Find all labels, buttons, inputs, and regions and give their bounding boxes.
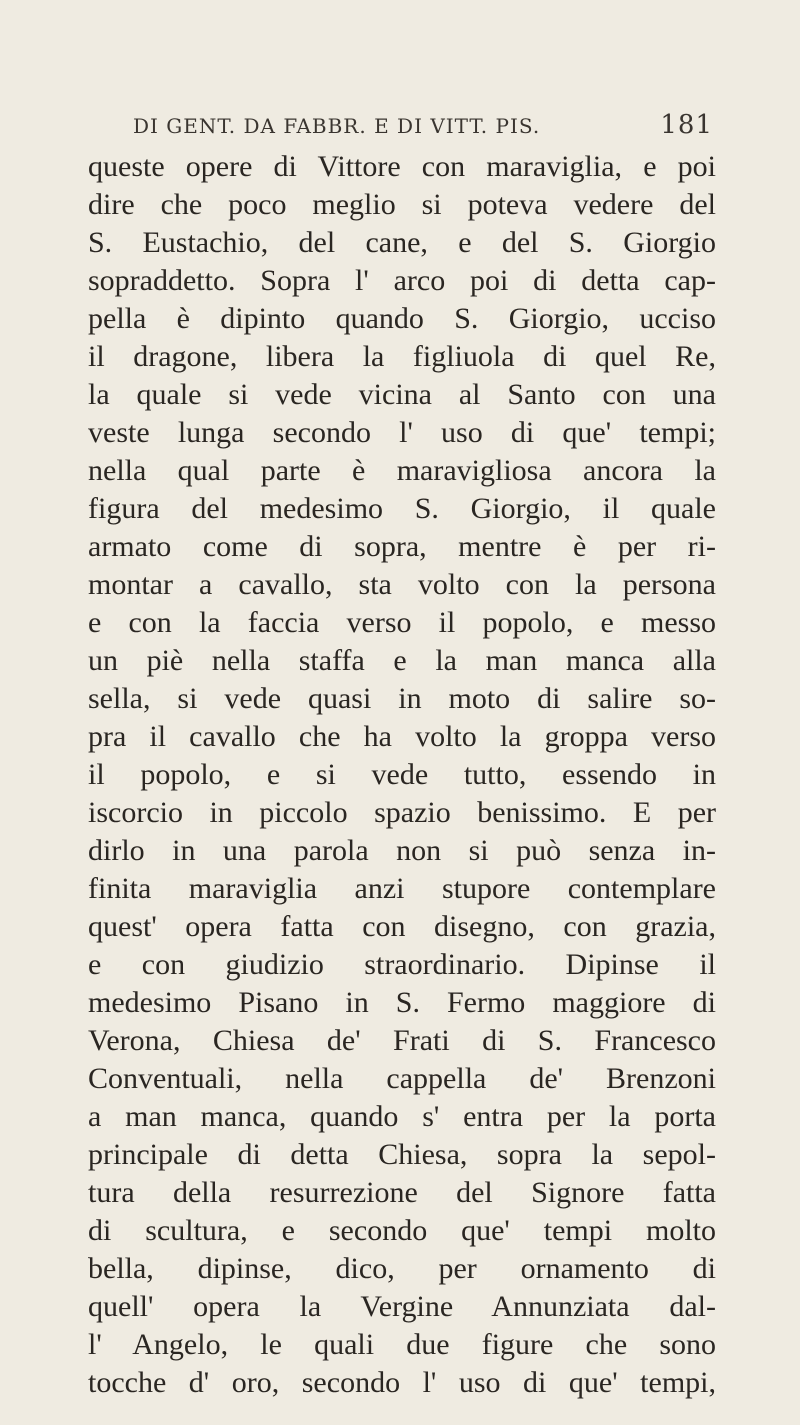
text-line: e con giudizio straordinario. Dipinse il xyxy=(88,948,716,981)
page-number: 181 xyxy=(660,110,713,140)
text-line: dirlo in una parola non si può senza in- xyxy=(88,834,716,867)
text-line: il popolo, e si vede tutto, essendo in xyxy=(88,758,716,791)
text-line: principale di detta Chiesa, sopra la sepol- xyxy=(88,1138,716,1171)
text-line: armato come di sopra, mentre è per ri- xyxy=(88,530,716,563)
text-line: bella, dipinse, dico, per ornamento di xyxy=(88,1252,716,1285)
text-line: figura del medesimo S. Giorgio, il quale xyxy=(88,492,716,525)
text-line: S. Eustachio, del cane, e del S. Giorgio xyxy=(88,226,716,259)
running-title: DI GENT. DA FABBR. E DI VITT. PIS. xyxy=(133,114,541,138)
text-line: sella, si vede quasi in moto di salire so- xyxy=(88,682,716,715)
text-line: nella qual parte è maravigliosa ancora la xyxy=(88,454,716,487)
text-line: un piè nella staffa e la man manca alla xyxy=(88,644,716,677)
text-line: a man manca, quando s' entra per la porta xyxy=(88,1100,716,1133)
text-line: medesimo Pisano in S. Fermo maggiore di xyxy=(88,986,716,1019)
text-line: pra il cavallo che ha volto la groppa verso xyxy=(88,720,716,753)
running-header xyxy=(133,110,713,140)
text-line: Verona, Chiesa de' Frati di S. Francesco xyxy=(88,1024,716,1057)
text-line: queste opere di Vittore con maraviglia, e poi xyxy=(88,150,716,183)
text-line: la quale si vede vicina al Santo con una xyxy=(88,378,716,411)
text-line: Conventuali, nella cappella de' Brenzoni xyxy=(88,1062,716,1095)
text-line: l' Angelo, le quali due figure che sono xyxy=(88,1328,716,1361)
text-line: quell' opera la Vergine Annunziata dal- xyxy=(88,1290,716,1323)
text-line: quest' opera fatta con disegno, con grazia, xyxy=(88,910,716,943)
text-line: finita maraviglia anzi stupore contemplare xyxy=(88,872,716,905)
text-line: montar a cavallo, sta volto con la persona xyxy=(88,568,716,601)
text-line: il dragone, libera la figliuola di quel Re, xyxy=(88,340,716,373)
text-line: veste lunga secondo l' uso di que' tempi; xyxy=(88,416,716,449)
text-line: tura della resurrezione del Signore fatta xyxy=(88,1176,716,1209)
text-line: sopraddetto. Sopra l' arco poi di detta cap- xyxy=(88,264,716,297)
text-line: iscorcio in piccolo spazio benissimo. E per xyxy=(88,796,716,829)
text-line: e con la faccia verso il popolo, e messo xyxy=(88,606,716,639)
text-line: pella è dipinto quando S. Giorgio, ucciso xyxy=(88,302,716,335)
page-body-text xyxy=(88,148,716,1402)
text-line: di scultura, e secondo que' tempi molto xyxy=(88,1214,716,1247)
text-line: dire che poco meglio si poteva vedere del xyxy=(88,188,716,221)
text-line: tocche d' oro, secondo l' uso di que' tempi, xyxy=(88,1366,716,1399)
